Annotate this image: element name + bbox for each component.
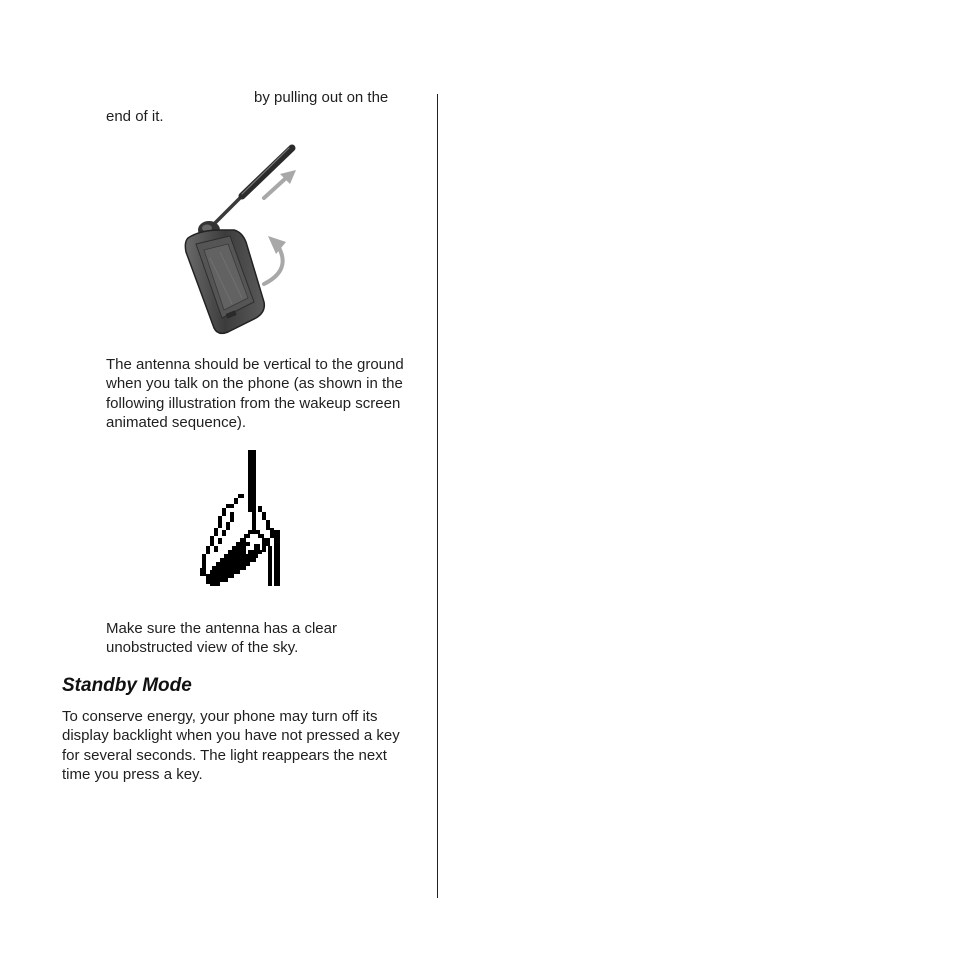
antenna-vertical-paragraph: The antenna should be vertical to the ground when you talk on the phone (as shown in the following illustration from the wakeup screen animated sequence). <box>106 356 404 431</box>
phone-antenna-extend-icon <box>176 138 306 338</box>
intro-text-line-2: end of it. <box>106 108 164 125</box>
standby-mode-heading: Standby Mode <box>62 675 192 696</box>
clear-view-paragraph: Make sure the antenna has a clear unobstructed view of the sky. <box>106 620 337 657</box>
standby-mode-paragraph: To conserve energy, your phone may turn off its display backlight when you have not pressed a key for several seconds. The light reappears the next time you press a key. <box>62 708 400 783</box>
pixel-hand-phone-icon <box>196 446 286 590</box>
intro-text-line-1: by pulling out on the <box>254 89 389 106</box>
column-divider <box>437 94 438 898</box>
